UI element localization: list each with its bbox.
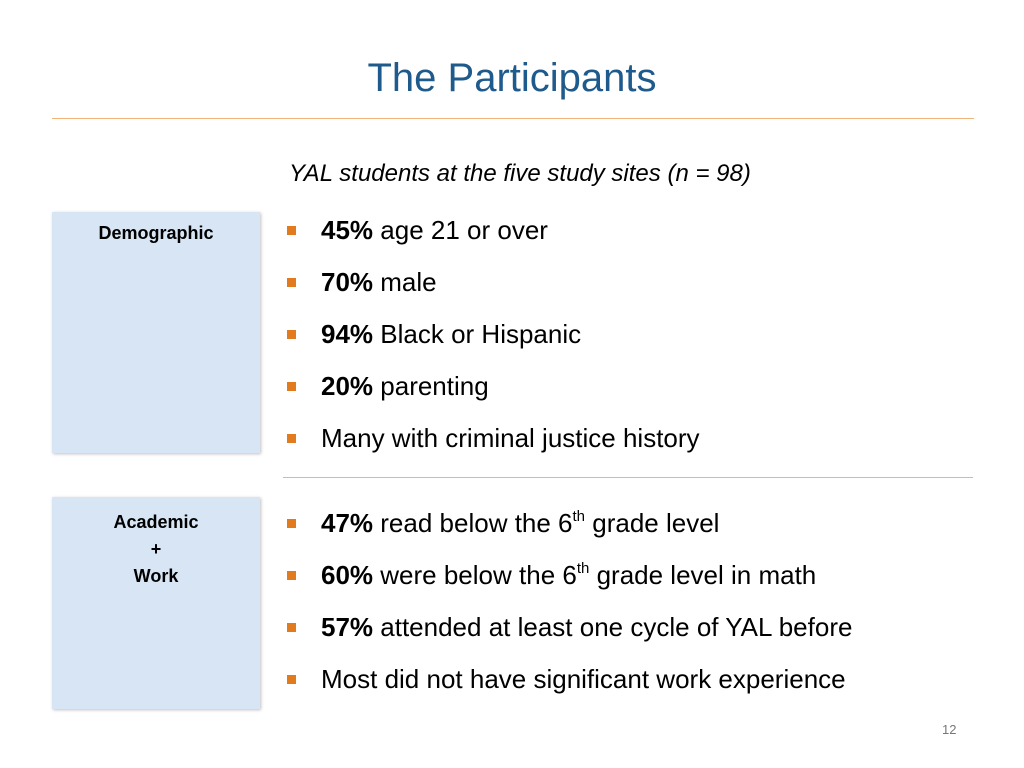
bullet-square-icon	[287, 675, 296, 684]
list-item	[285, 560, 852, 612]
academic-label-line: +	[150, 539, 162, 559]
slide-title: The Participants	[367, 56, 657, 100]
item-superscript: th	[572, 508, 586, 525]
page-number: 12	[942, 722, 957, 737]
item-superscript: th	[576, 560, 590, 577]
item-text: read below the 6	[373, 508, 573, 538]
list-item	[285, 612, 852, 664]
item-text: male	[373, 267, 437, 297]
list-item	[285, 423, 700, 475]
item-text: age 21 or over	[373, 215, 548, 245]
item-percent: 60%	[321, 560, 374, 590]
list-item	[285, 508, 852, 560]
item-text-tail: grade level in math	[589, 560, 817, 590]
list-item	[285, 664, 852, 716]
item-text: Most did not have significant work experience	[321, 664, 846, 694]
item-text: attended at least one cycle of YAL before	[373, 612, 853, 642]
item-text: were below the 6	[373, 560, 577, 590]
item-text: parenting	[373, 371, 489, 401]
item-percent: 94%	[321, 319, 374, 349]
bullet-square-icon	[287, 434, 296, 443]
academic-label-box	[52, 497, 260, 709]
slide-subtitle: YAL students at the five study sites (n = 98)	[289, 160, 751, 187]
demographic-label-box	[52, 212, 260, 453]
list-item	[285, 267, 700, 319]
list-item	[285, 319, 700, 371]
bullet-square-icon	[287, 278, 296, 287]
item-text-tail: grade level	[585, 508, 720, 538]
item-text: Many with criminal justice history	[321, 423, 700, 453]
bullet-square-icon	[287, 519, 296, 528]
item-percent: 70%	[321, 267, 374, 297]
title-divider	[52, 118, 974, 119]
bullet-square-icon	[287, 226, 296, 235]
list-item	[285, 371, 700, 423]
bullet-square-icon	[287, 382, 296, 391]
item-percent: 57%	[321, 612, 374, 642]
list-item	[285, 215, 700, 267]
demographic-list	[285, 215, 700, 475]
bullet-square-icon	[287, 330, 296, 339]
bullet-square-icon	[287, 623, 296, 632]
academic-label-line: Academic	[113, 512, 199, 532]
section-divider	[283, 477, 973, 478]
bullet-square-icon	[287, 571, 296, 580]
academic-label-line: Work	[133, 566, 179, 586]
item-percent: 47%	[321, 508, 374, 538]
demographic-label: Demographic	[98, 223, 214, 243]
academic-list	[285, 508, 852, 716]
item-percent: 45%	[321, 215, 374, 245]
item-percent: 20%	[321, 371, 374, 401]
item-text: Black or Hispanic	[373, 319, 582, 349]
